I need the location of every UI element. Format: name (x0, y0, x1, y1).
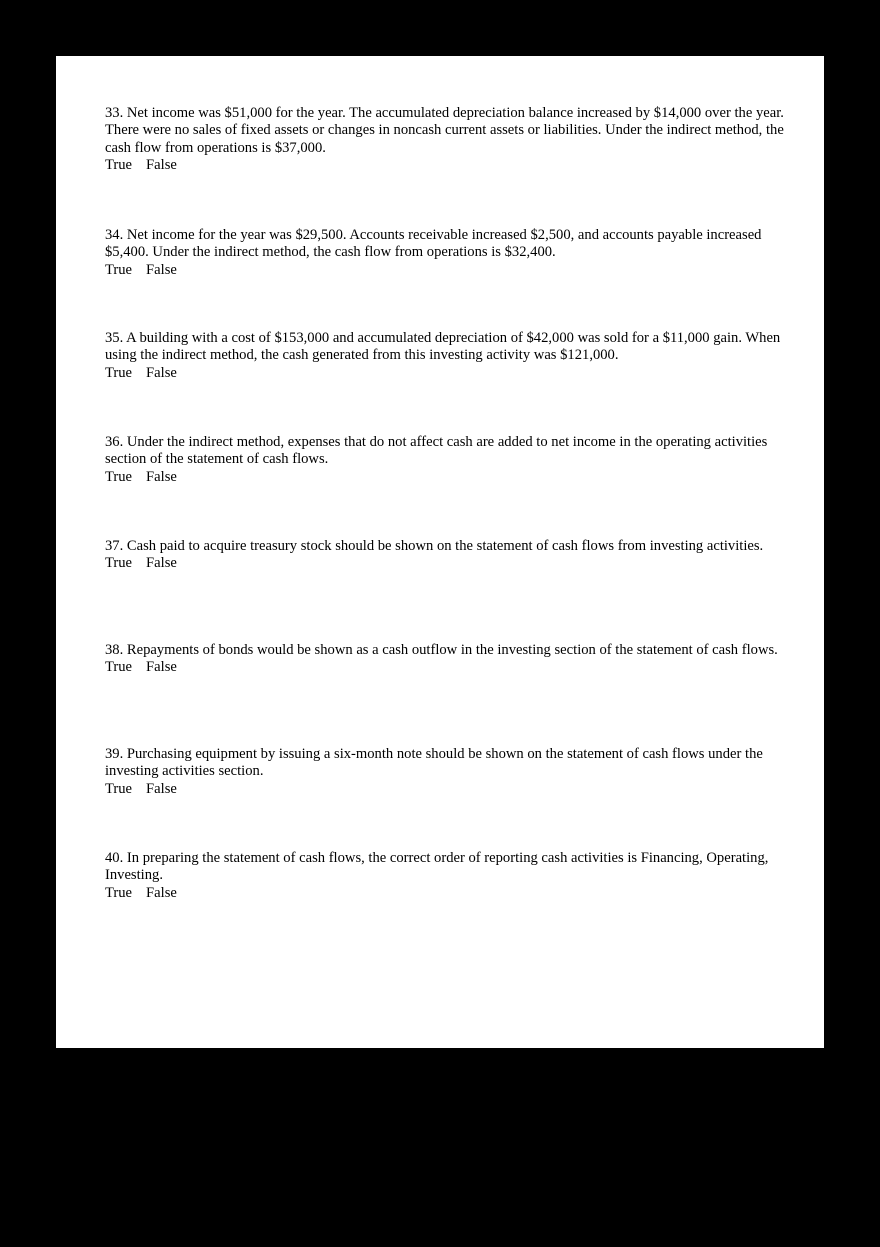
option-true[interactable]: True (105, 884, 133, 901)
question-36 (105, 434, 785, 486)
document-page (56, 56, 824, 1048)
question-text: 39. Purchasing equipment by issuing a six-month note should be shown on the statement of cash flows under the investing activities section. (105, 746, 763, 780)
answer-options (105, 885, 785, 902)
question-text: 34. Net income for the year was $29,500. Accounts receivable increased $2,500, and accounts payable increased $5,400. Under the indirect method, the cash flow from operations is $32,400. (105, 227, 762, 261)
option-false[interactable]: False (146, 157, 177, 174)
question-40 (105, 850, 785, 902)
option-false[interactable]: False (146, 261, 177, 278)
option-true[interactable]: True (105, 468, 133, 485)
question-34 (105, 227, 785, 279)
answer-options (105, 781, 785, 798)
option-false[interactable]: False (146, 659, 177, 676)
question-37 (105, 538, 785, 573)
option-false[interactable]: False (146, 468, 177, 485)
option-true[interactable]: True (105, 555, 133, 572)
question-text: 37. Cash paid to acquire treasury stock should be shown on the statement of cash flows from investing activities. (105, 538, 764, 554)
answer-options (105, 659, 785, 676)
question-33 (105, 105, 785, 175)
question-35 (105, 330, 785, 382)
option-false[interactable]: False (146, 364, 177, 381)
answer-options (105, 262, 785, 279)
question-text: 38. Repayments of bonds would be shown as a cash outflow in the investing section of the statement of cash flows. (105, 642, 778, 658)
answer-options (105, 469, 785, 486)
option-true[interactable]: True (105, 364, 133, 381)
question-text: 36. Under the indirect method, expenses that do not affect cash are added to net income in the operating activities section of the statement of cash flows. (105, 434, 768, 468)
option-true[interactable]: True (105, 780, 133, 797)
option-false[interactable]: False (146, 780, 177, 797)
question-text: 33. Net income was $51,000 for the year. The accumulated depreciation balance increased by $14,000 over the year. There were no sales of fixed assets or changes in noncash current assets or liabilities. Under the indirect method, the cash flow from operations is $37,000. (105, 105, 784, 156)
option-true[interactable]: True (105, 659, 133, 676)
question-39 (105, 746, 785, 798)
answer-options (105, 157, 785, 174)
option-false[interactable]: False (146, 884, 177, 901)
option-false[interactable]: False (146, 555, 177, 572)
option-true[interactable]: True (105, 157, 133, 174)
question-38 (105, 642, 785, 677)
option-true[interactable]: True (105, 261, 133, 278)
question-text: 35. A building with a cost of $153,000 and accumulated depreciation of $42,000 was sold for a $11,000 gain. When using the indirect method, the cash generated from this investing activity was $121,000. (105, 330, 781, 364)
question-text: 40. In preparing the statement of cash flows, the correct order of reporting cash activities is Financing, Operating, Investing. (105, 850, 769, 884)
answer-options (105, 365, 785, 382)
answer-options (105, 555, 785, 572)
